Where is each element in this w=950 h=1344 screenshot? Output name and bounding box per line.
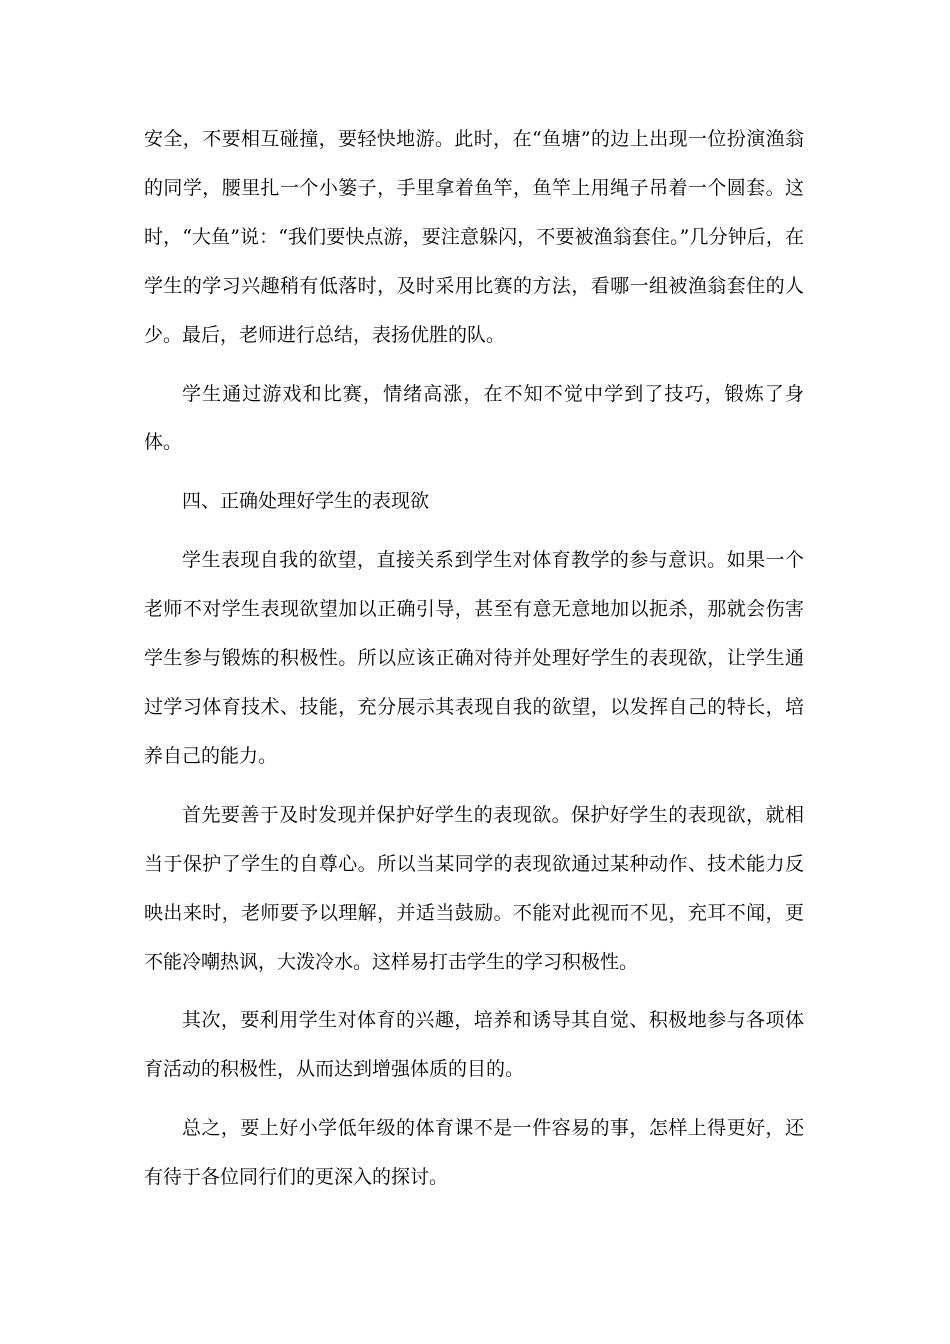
paragraph-second: 其次，要利用学生对体育的兴趣，培养和诱导其自觉、积极地参与各项体育活动的积极性，从而达到增强体质的目的。 (144, 1009, 804, 1081)
document-body (144, 115, 804, 1212)
paragraph-conclusion: 总之，要上好小学低年级的体育课不是一件容易的事，怎样上得更好，还有待于各位同行们的更深入的探讨。 (144, 1117, 804, 1189)
section-heading: 四、正确处理好学生的表现欲 (182, 490, 430, 513)
paragraph-first: 首先要善于及时发现并保护好学生的表现欲。保护好学生的表现欲，就相当于保护了学生的自尊心。所以当某同学的表现欲通过某种动作、技术能力反映出来时，老师要予以理解，并适当鼓励。不能对此视而不见，充耳不闻，更不能冷嘲热讽，大泼冷水。这样易打击学生的学习积极性。 (144, 803, 804, 973)
paragraph-continuation: 安全，不要相互碰撞，要轻快地游。此时，在“鱼塘”的边上出现一位扮演渔翁的同学，腰里扎一个小篓子，手里拿着鱼竿，鱼竿上用绳子吊着一个圆套。这时，“大鱼”说：“我们要快点游，要注意躲闪，不要被渔翁套住。”几分钟后，在学生的学习兴趣稍有低落时，及时采用比赛的方法，看哪一组被渔翁套住的人少。最后，老师进行总结，表扬优胜的队。 (144, 128, 804, 346)
paragraph-desire: 学生表现自我的欲望，直接关系到学生对体育教学的参与意识。如果一个老师不对学生表现欲望加以正确引导，甚至有意无意地加以扼杀，那就会伤害学生参与锻炼的积极性。所以应该正确对待并处理好学生的表现欲，让学生通过学习体育技术、技能，充分展示其表现自我的欲望，以发挥自己的特长，培养自己的能力。 (144, 549, 804, 767)
paragraph-summary: 学生通过游戏和比赛，情绪高涨，在不知不觉中学到了技巧，锻炼了身体。 (144, 382, 804, 454)
